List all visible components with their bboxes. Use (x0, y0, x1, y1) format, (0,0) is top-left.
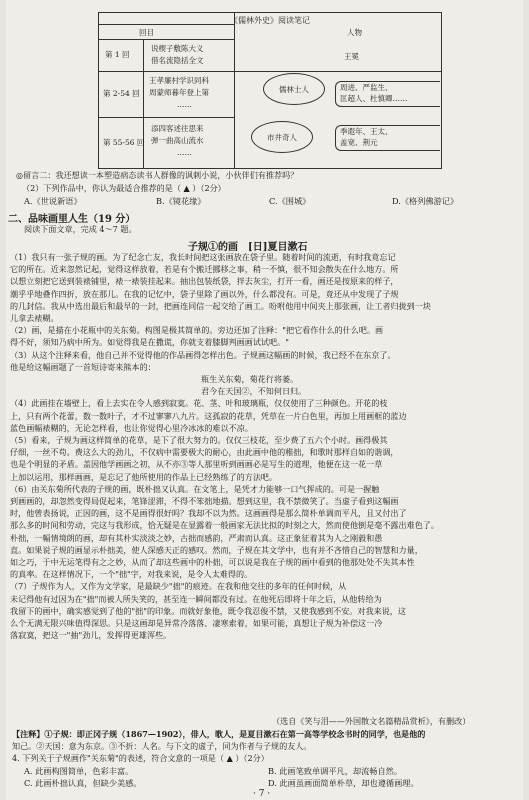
exam-page (6, 0, 523, 800)
q4-option-c: C. 此画朴拙认真，但缺少美感。 (24, 778, 142, 788)
note-line-2: 知己。②天国：意为东京。③不折：人名。与下文的虚子，同为作者与子规的友人。 (12, 741, 312, 751)
body-line: 时，他曾表扬说，正因的画，这不是画得很好吗？我却不以为然。这画画得是那么简朴单调而平凡，且又付出了 (10, 508, 407, 519)
body-line: 以想立刻把它送到装裱铺里，裱一裱装挂起来。抽出包装纸袋，拌去灰尘，打开一看，画还是按原来的样子， (10, 276, 399, 287)
body-line: 么个无满无限兴味值得深思。只是这画却是异常冷落落、凄寒索着，如果可能，真想让子规为补偿这一冷 (10, 618, 383, 628)
body-line: （7）子规作为人，又作为文学家，是最缺少"拙"的痕迹。在我和他交往的多年的任何时候，从 (10, 581, 347, 592)
row3-title-2: 弹一曲高山流水 (151, 136, 204, 145)
body-line: 仔细，一丝不苟。费这么大的劲儿，不仅病中需要极大的耐心，由此画中他的稚拙，和歌时那样自如的谐调， (10, 447, 399, 458)
col-header-people: 人物 (347, 28, 362, 37)
row3-chapter: 第 55-56 回 (103, 138, 145, 147)
note-line-1: 【注释】①子规：即正冈子规（1867—1902），俳人，歌人，是夏目漱石在第一高等学校念书时的同学，也是他的 (12, 729, 426, 739)
q2-option-b: B.《镜花缘》 (156, 196, 206, 206)
row3-title-3: …… (177, 148, 192, 157)
question-2: （2）下列作品中，你认为最适合推荐的是（ ▲ ）（2分） (22, 183, 226, 193)
body-line: 君今在天国②，不知何日归。 (201, 386, 307, 397)
row1-people: 王冕 (344, 52, 359, 61)
group-cloud-scholars: 儒林士人 (263, 73, 325, 105)
body-line: （5）看来，子规为画这样简单的花草，是下了很大努力的。仅仅三枝花，至少费了五六个小时。画得极其 (10, 435, 388, 445)
row1-title-2: 借名流隐括全文 (151, 56, 204, 65)
body-line: （6）由关东菊所代表的子规的画，既朴拙又认真。在文笔上，是凭才力能够一口气挥成的。可是一握触 (10, 483, 380, 494)
body-line: 潮乎乎地叠作四折，放在那儿。在我的记忆中，袋子里除了画以外，什么都没有。可是，竟还从中发现了子规 (10, 288, 399, 299)
article-title: 子规①的画 [日]夏目漱石 (188, 242, 308, 253)
question-4: 4. 下列关于子规画作"关东菊"的表述，符合文意的一项是（ ▲ ）（2分） (12, 753, 269, 763)
body-line: 我留下的画中，确实感觉到了他的"拙"的印象。而就好象他，既令我忍俊不禁，又使我感到不安。对我来说，这 (10, 605, 406, 616)
q4-option-a: A. 此画构图简单，色彩丰富。 (24, 766, 134, 776)
body-line: 那么多的时间和劳动，完这与我形成，恰无疑是在显露着一般画家无法比拟的时刻之大，然而使他倒是毫不露出难色了。 (10, 520, 439, 531)
col-header-chapter: 回目 (139, 28, 154, 37)
body-line: 的几封信。我从中选出最后和最早的一封，把画连同信一起交给了画工。吩咐他用中间夹上那张画，让工者归拢到一块 (10, 300, 431, 311)
body-line: （1）我只有一张子规的画。为了纪念亡友，我长时间把这张画放在袋子里。随着时间的流逝，有时我竟忘记 (10, 252, 396, 262)
body-line: 他是给这幅画题了一首短诗寄来熊本的： (10, 361, 156, 372)
body-line: （4）此画挂在墙壁上，看上去实在令人感到寂寞。花、茎、叶和玻璃瓶，仅仅使用了三种颜色。开花的枝 (10, 398, 388, 409)
body-line: 如之巧，于中无运笔得有之之妙，从而了却这些画中的朴拙，可以说是我在子规的画中看到的他那处处不失其本性 (10, 557, 415, 567)
body-line: 也是个明显的矛盾。盖因他学画画之初，从不亦③等人那里听到画画必是写生的道理，他便在这一花一草 (10, 459, 383, 470)
page-number: · 7 · (253, 789, 271, 799)
body-line: 到画画的，却忽然变得局促起来，笔锋涩滞，不得不笨拙地描。想到这里，我不禁微笑了。当虚子看到这幅画 (10, 496, 399, 506)
body-line: 上，只有两个花蕾，数一数叶子，才不过寥寥八九片。这孤寂的花草，凭草在一片白色里，再加上用画框的蓝边 (10, 410, 407, 421)
reading-notes-table (98, 12, 442, 169)
row1-title-1: 说楔子敷陈大义 (151, 44, 204, 53)
row2-title-1: 王孝廉村学识同科 (149, 76, 209, 85)
group-cloud-townsfolk: 市井奇人 (251, 121, 313, 153)
source-line: （选自《笑与泪——外国散文名篇精品赏析》，有删改） (272, 716, 471, 726)
q2-option-d: D.《格列佛游记》 (392, 196, 459, 206)
body-line: 的真率。在这样情况下，一个"拙"字，对我来说，是令人太难得的。 (10, 569, 253, 580)
q4-option-d: D. 此画虽画面简单朴草，却也遵循画理。 (268, 778, 419, 788)
body-line: 上加以运用，那样画画，是忘记了他所使用的作品上已经熟练了的方法吧。 (10, 471, 278, 482)
row2-title-2: 周蒙师暮年登上第 (149, 88, 209, 97)
instruction: 阅读下面文章，完成 4～7 题。 (24, 224, 137, 234)
body-line: 朴拙，一幅情境朗的画，却有其朴实淡淡之妙，古拙而感韵，严肃而认真。这正象征着其为人之刚毅和愚 (10, 532, 383, 543)
table-caption: 《儒林外史》阅读笔记 (230, 16, 310, 25)
q2-option-a: A.《世说新语》 (24, 196, 82, 206)
row2-title-3: …… (177, 100, 192, 109)
body-line: （3）从这个注释来看，他自己并不觉得他的作品画得怎样出色。子规画这幅画的时候，我已经不在东京了。 (10, 349, 396, 360)
section-title: 二、品味画里人生（19 分） (8, 214, 136, 225)
body-line: 蓝色画幅裱糊的，无论怎样看，也让你觉得心里冷冰冰的难以不凉。 (10, 422, 253, 433)
body-line: 瓶生关东菊，菊花行将萎。 (201, 374, 299, 384)
body-line: 直。如果说子规的画显示朴拙美，使人深感天正的感叹。然而，子规在其文学中，也有并不吝惜自己的智慧和力量， (10, 544, 423, 555)
body-line: 落寂寞，把这一"抽"劲儿，发挥得更雄浑些。 (10, 630, 172, 641)
body-line: （2）画，是描在小花瓶中的关东菊。构图是极其简单的。旁边还加了注释："把它看作什么的什么吧。画 (10, 325, 384, 336)
row1-chapter: 第 1 回 (105, 50, 130, 59)
message-two: ◎留言二：我还想读一本塑造病态读书人群像的讽刺小说，小伙伴们有推荐吗？ (16, 170, 299, 180)
row3-people: 季遐年、王太、 盖宽、荆元 (335, 125, 440, 151)
body-line: 它的所在。近来忽然记起，觉得这样放着，若是有个搬迁挪移之事，稍一不慎，很不知会散失在什么地方。所 (10, 264, 399, 275)
body-line: 未记得他有过因为在"拙"而被人所失笑的，甚至连一瞬间都没有过。在他死后即将十年之后，从他转给为 (10, 593, 382, 604)
row2-people: 周进、严监生、 匡超人、杜慎卿…… (335, 81, 440, 107)
body-line: 得不好，须知乃病中所为。如觉得我是在撒谎，你就支着膝脚判画画试试吧。" (10, 337, 289, 348)
row3-title-1: 添四客述往思来 (151, 124, 204, 133)
body-line: 儿拿去裱糊。 (10, 313, 59, 323)
row2-chapter: 第 2-54 回 (103, 89, 140, 98)
q2-option-c: C.《围城》 (269, 196, 311, 206)
q4-option-b: B. 此画笔致单调平凡，却流畅自然。 (268, 766, 403, 776)
